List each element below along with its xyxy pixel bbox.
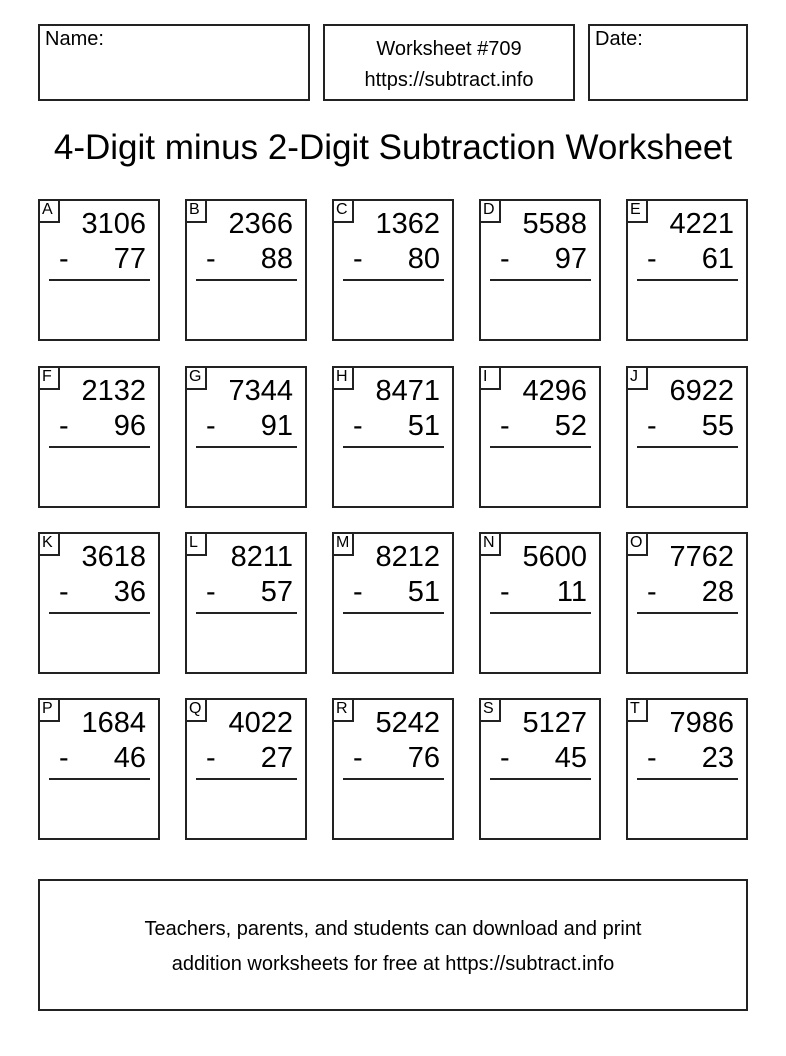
worksheet-url: https://subtract.info xyxy=(364,69,534,91)
problem-letter: H xyxy=(332,366,354,390)
problem-box-f[interactable] xyxy=(38,366,160,508)
subtrahend: 23 xyxy=(701,742,734,774)
answer-line xyxy=(637,446,738,448)
problem-box-t[interactable] xyxy=(626,698,748,840)
subtrahend: 76 xyxy=(407,742,440,774)
subtrahend: 46 xyxy=(113,742,146,774)
minus-sign: - xyxy=(206,243,216,275)
problem-box-p[interactable] xyxy=(38,698,160,840)
name-label: Name: xyxy=(45,28,104,50)
problem-letter: T xyxy=(626,698,648,722)
subtrahend: 96 xyxy=(113,410,146,442)
minuend: 3618 xyxy=(81,541,146,573)
problem-box-b[interactable] xyxy=(185,199,307,341)
problem-letter: Q xyxy=(185,698,207,722)
footer-box xyxy=(38,879,748,1011)
minuend: 8471 xyxy=(375,375,440,407)
answer-line xyxy=(343,446,444,448)
answer-line xyxy=(637,279,738,281)
problem-letter: E xyxy=(626,199,648,223)
subtrahend: 36 xyxy=(113,576,146,608)
answer-line xyxy=(490,778,591,780)
minuend: 8212 xyxy=(375,541,440,573)
problem-box-i[interactable] xyxy=(479,366,601,508)
problem-letter: B xyxy=(185,199,207,223)
minuend: 7762 xyxy=(669,541,734,573)
footer-line-1: Teachers, parents, and students can download and print xyxy=(144,918,642,940)
minuend: 5588 xyxy=(522,208,587,240)
minus-sign: - xyxy=(647,576,657,608)
answer-line xyxy=(343,279,444,281)
problem-letter: N xyxy=(479,532,501,556)
date-label: Date: xyxy=(595,28,643,50)
subtrahend: 91 xyxy=(260,410,293,442)
problem-box-d[interactable] xyxy=(479,199,601,341)
answer-line xyxy=(49,778,150,780)
problem-box-m[interactable] xyxy=(332,532,454,674)
minus-sign: - xyxy=(206,742,216,774)
minus-sign: - xyxy=(500,243,510,275)
answer-line xyxy=(196,279,297,281)
subtrahend: 61 xyxy=(701,243,734,275)
footer-line-2: addition worksheets for free at https://subtract.info xyxy=(171,953,615,975)
answer-line xyxy=(49,612,150,614)
minuend: 5127 xyxy=(522,707,587,739)
subtrahend: 80 xyxy=(407,243,440,275)
answer-line xyxy=(196,612,297,614)
problem-letter: J xyxy=(626,366,648,390)
answer-line xyxy=(490,612,591,614)
problem-box-c[interactable] xyxy=(332,199,454,341)
worksheet-number: Worksheet #709 xyxy=(376,38,522,60)
problem-box-e[interactable] xyxy=(626,199,748,341)
problem-letter: R xyxy=(332,698,354,722)
problem-letter: P xyxy=(38,698,60,722)
name-field-box[interactable] xyxy=(38,24,310,101)
problem-letter: K xyxy=(38,532,60,556)
minus-sign: - xyxy=(353,410,363,442)
minus-sign: - xyxy=(59,410,69,442)
minuend: 3106 xyxy=(81,208,146,240)
problem-letter: A xyxy=(38,199,60,223)
subtrahend: 77 xyxy=(113,243,146,275)
minuend: 2366 xyxy=(228,208,293,240)
minuend: 5242 xyxy=(375,707,440,739)
problem-box-r[interactable] xyxy=(332,698,454,840)
problem-letter: L xyxy=(185,532,207,556)
subtrahend: 52 xyxy=(554,410,587,442)
subtrahend: 55 xyxy=(701,410,734,442)
minuend: 4221 xyxy=(669,208,734,240)
problem-letter: M xyxy=(332,532,354,556)
minuend: 1684 xyxy=(81,707,146,739)
minus-sign: - xyxy=(647,410,657,442)
problem-box-o[interactable] xyxy=(626,532,748,674)
minuend: 7986 xyxy=(669,707,734,739)
problem-box-h[interactable] xyxy=(332,366,454,508)
answer-line xyxy=(196,778,297,780)
subtrahend: 27 xyxy=(260,742,293,774)
answer-line xyxy=(490,446,591,448)
minuend: 6922 xyxy=(669,375,734,407)
subtrahend: 11 xyxy=(556,576,587,608)
problem-letter: D xyxy=(479,199,501,223)
answer-line xyxy=(637,612,738,614)
answer-line xyxy=(637,778,738,780)
answer-line xyxy=(490,279,591,281)
problem-letter: I xyxy=(479,366,501,390)
subtrahend: 51 xyxy=(407,576,440,608)
problem-box-l[interactable] xyxy=(185,532,307,674)
problem-letter: F xyxy=(38,366,60,390)
problem-box-s[interactable] xyxy=(479,698,601,840)
minus-sign: - xyxy=(500,576,510,608)
answer-line xyxy=(343,778,444,780)
minus-sign: - xyxy=(500,410,510,442)
problem-letter: C xyxy=(332,199,354,223)
minus-sign: - xyxy=(206,410,216,442)
subtrahend: 88 xyxy=(260,243,293,275)
minus-sign: - xyxy=(59,243,69,275)
subtrahend: 45 xyxy=(554,742,587,774)
minus-sign: - xyxy=(59,742,69,774)
minus-sign: - xyxy=(59,576,69,608)
minus-sign: - xyxy=(353,742,363,774)
problem-letter: G xyxy=(185,366,207,390)
minuend: 1362 xyxy=(375,208,440,240)
minus-sign: - xyxy=(500,742,510,774)
problem-box-g[interactable] xyxy=(185,366,307,508)
answer-line xyxy=(49,279,150,281)
subtrahend: 51 xyxy=(407,410,440,442)
date-field-box[interactable] xyxy=(588,24,748,101)
answer-line xyxy=(49,446,150,448)
minus-sign: - xyxy=(353,576,363,608)
answer-line xyxy=(343,612,444,614)
minus-sign: - xyxy=(353,243,363,275)
minuend: 4022 xyxy=(228,707,293,739)
worksheet-info-box xyxy=(323,24,575,101)
page-title: 4-Digit minus 2-Digit Subtraction Worksheet xyxy=(53,128,733,167)
problem-letter: O xyxy=(626,532,648,556)
subtrahend: 57 xyxy=(260,576,293,608)
problem-box-n[interactable] xyxy=(479,532,601,674)
minuend: 8211 xyxy=(230,541,293,573)
minus-sign: - xyxy=(647,742,657,774)
problem-box-a[interactable] xyxy=(38,199,160,341)
subtrahend: 97 xyxy=(554,243,587,275)
subtrahend: 28 xyxy=(701,576,734,608)
answer-line xyxy=(196,446,297,448)
minuend: 5600 xyxy=(522,541,587,573)
problem-box-q[interactable] xyxy=(185,698,307,840)
minus-sign: - xyxy=(206,576,216,608)
problem-box-k[interactable] xyxy=(38,532,160,674)
problem-box-j[interactable] xyxy=(626,366,748,508)
minuend: 4296 xyxy=(522,375,587,407)
minuend: 2132 xyxy=(81,375,146,407)
problem-letter: S xyxy=(479,698,501,722)
minus-sign: - xyxy=(647,243,657,275)
minuend: 7344 xyxy=(228,375,293,407)
